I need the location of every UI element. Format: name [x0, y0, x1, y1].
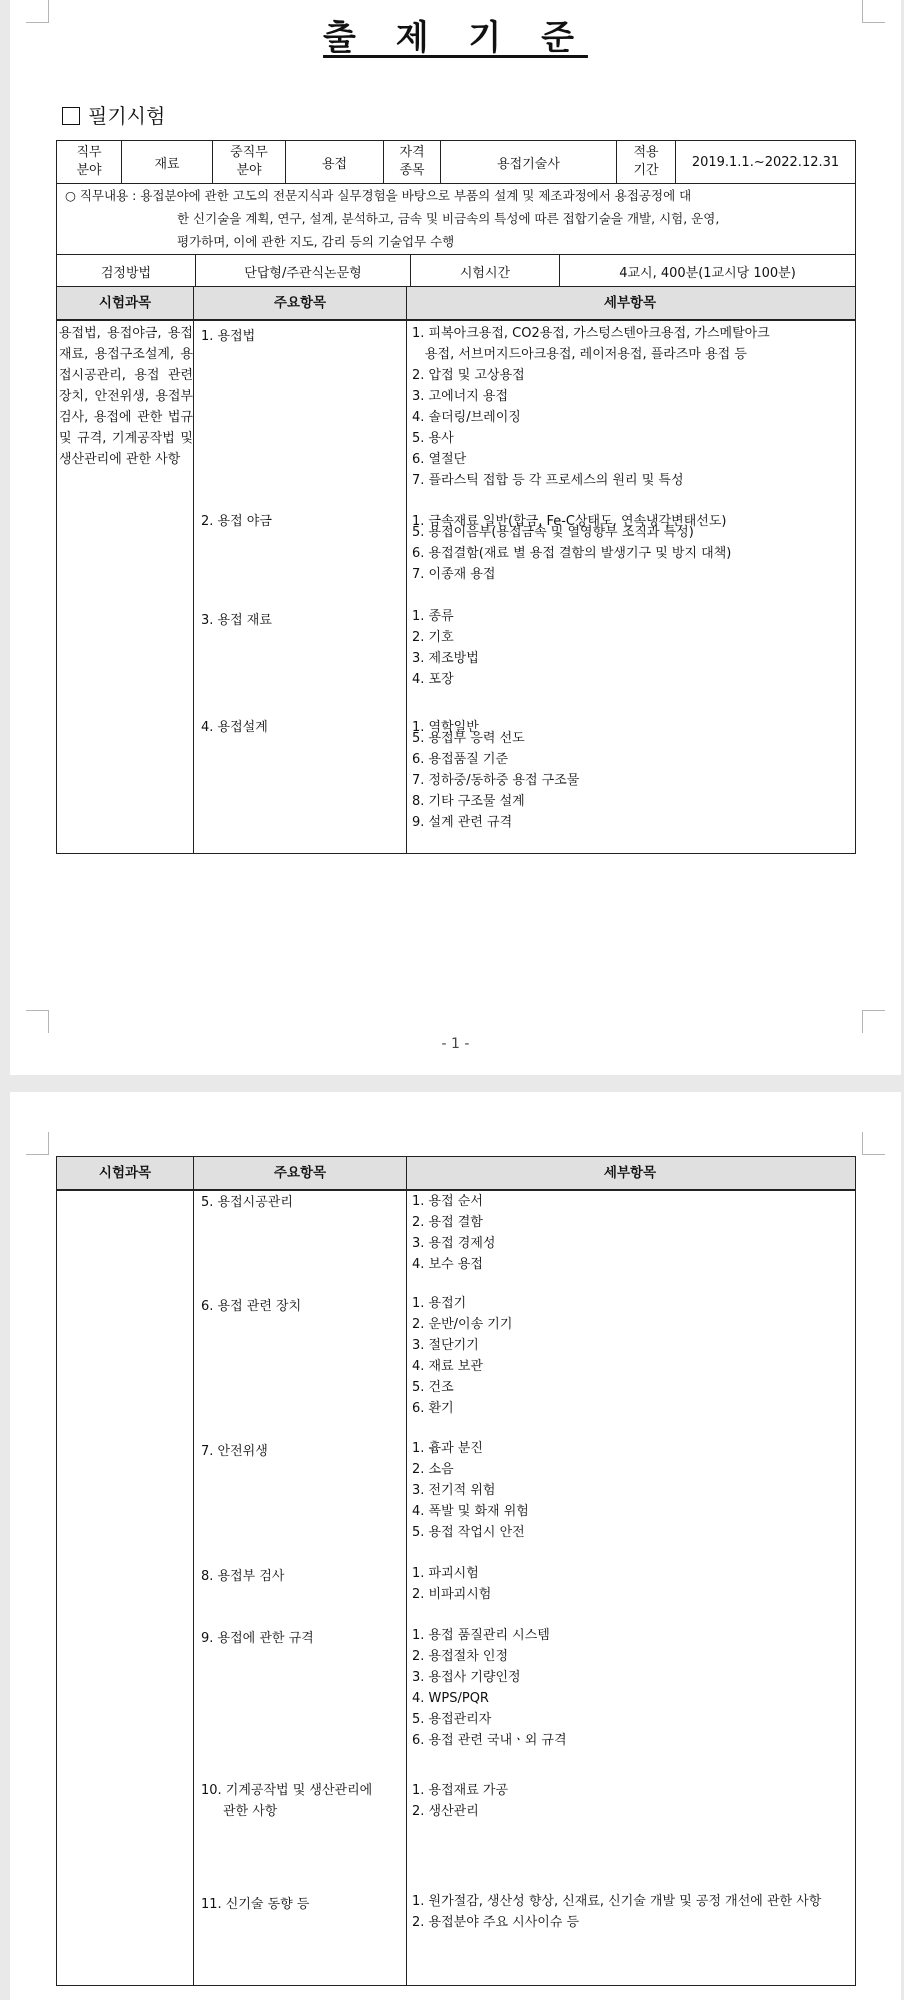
detail-item: 7. 이종재 용접 — [412, 567, 496, 582]
main-item — [201, 1780, 372, 1822]
column-divider — [193, 1157, 194, 1985]
duty-line: 평가하며, 이에 관한 지도, 감리 등의 기술업무 수행 — [177, 234, 455, 249]
detail-item-text: 1. 금속재료 일반(합금, Fe-C상태도, 연속냉각변태선도) — [412, 514, 727, 529]
duty-description — [56, 183, 856, 254]
main-item-text: 2. 용접 야금 — [201, 514, 272, 529]
period-label: 적용 기간 — [617, 141, 676, 184]
detail-item: 3. 용접사 기량인정 — [412, 1670, 521, 1685]
header-subject: 시험과목 — [98, 1165, 152, 1181]
table-header — [57, 1157, 855, 1191]
detail-item: 1. 원가절감, 생산성 향상, 신재료, 신기술 개발 및 공정 개선에 관한 사항 — [412, 1894, 822, 1909]
detail-item: 2. 용접분야 주요 시사이슈 등 — [412, 1915, 580, 1930]
duty-line: 한 신기술을 계획, 연구, 설계, 분석하고, 금속 및 비금속의 특성에 따른 접합기술을 개발, 시험, 운영, — [177, 211, 720, 226]
detail-item: 용접, 서브머지드아크용접, 레이저용접, 플라즈마 용접 등 — [425, 347, 747, 362]
detail-item: 6. 열절단 — [412, 452, 467, 467]
detail-item: 4. 보수 용접 — [412, 1257, 483, 1272]
header-main: 주요항목 — [273, 1165, 327, 1181]
info-table — [56, 140, 856, 184]
detail-item: 1. 파괴시험 — [412, 1566, 479, 1581]
document-page-2 — [10, 1092, 901, 2000]
detail-item: 2. 기호 — [412, 630, 454, 645]
field-label: 직무 분야 — [57, 141, 122, 184]
detail-item: 4. 재료 보관 — [412, 1359, 483, 1374]
detail-item: 5. 용접관리자 — [412, 1712, 492, 1727]
crop-mark — [862, 1132, 885, 1155]
detail-item: 1. 흄과 분진 — [412, 1441, 483, 1456]
detail-item: 5. 용사 — [412, 431, 454, 446]
detail-item: 1. 용접 순서 — [412, 1194, 483, 1209]
detail-item: 5. 용접부 응력 선도 — [412, 731, 525, 746]
main-item: 5. 용접시공관리 — [201, 1195, 293, 1210]
column-divider — [193, 287, 194, 853]
detail-list — [412, 728, 852, 833]
detail-item: 4. 폭발 및 화재 위험 — [412, 1504, 529, 1519]
detail-item: 6. 용접 관련 국내ㆍ외 규격 — [412, 1733, 567, 1748]
detail-item: 2. 소음 — [412, 1462, 454, 1477]
detail-item: 1. 용접기 — [412, 1296, 467, 1311]
duty-line: ○ 직무내용 : 용접분야에 관한 고도의 전문지식과 실무경험을 바탕으로 부품의 설계 및 제조과정에서 용접공정에 대 — [65, 188, 692, 203]
method-value: 단답형/주관식논문형 — [196, 255, 411, 289]
main-item-text: 4. 용접설계 — [201, 720, 268, 735]
detail-item: 5. 용접 작업시 안전 — [412, 1525, 525, 1540]
criteria-table — [56, 286, 856, 854]
main-item-partial — [201, 511, 272, 529]
main-item: 9. 용접에 관한 규격 — [201, 1631, 314, 1646]
cert-value: 용접기술사 — [441, 141, 617, 184]
detail-list — [412, 606, 852, 690]
main-item-line: 10. 기계공작법 및 생산관리에 — [201, 1783, 373, 1798]
detail-item: 8. 기타 구조물 설계 — [412, 794, 525, 809]
main-item: 1. 용접법 — [201, 329, 256, 344]
detail-item: 5. 용접이음부(용접금속 및 열영향부 조직과 특성) — [412, 525, 694, 540]
checkbox-icon — [62, 107, 80, 125]
detail-item: 1. 종류 — [412, 609, 454, 624]
table-header — [57, 287, 855, 321]
detail-item: 3. 고에너지 용접 — [412, 389, 509, 404]
detail-list — [412, 1625, 852, 1751]
detail-item: 6. 환기 — [412, 1401, 454, 1416]
main-item: 11. 신기술 동향 등 — [201, 1897, 310, 1912]
main-item-line: 관한 사항 — [223, 1804, 278, 1819]
detail-item-text: 1. 역학일반 — [412, 720, 479, 735]
header-main: 주요항목 — [273, 295, 327, 311]
column-divider — [406, 287, 407, 853]
column-divider — [406, 1157, 407, 1985]
header-detail: 세부항목 — [603, 295, 657, 311]
detail-item: 4. WPS/PQR — [412, 1691, 489, 1706]
crop-mark — [26, 1010, 49, 1033]
detail-item: 2. 압접 및 고상용접 — [412, 368, 525, 383]
middle-field-value: 용접 — [286, 141, 384, 184]
detail-item: 1. 피복아크용접, CO2용접, 가스텅스텐아크용접, 가스메탈아크 — [412, 326, 770, 341]
detail-list — [412, 1191, 852, 1275]
detail-list — [412, 1563, 852, 1605]
detail-item: 6. 용접품질 기준 — [412, 752, 509, 767]
header-subject: 시험과목 — [98, 295, 152, 311]
detail-item: 9. 설계 관련 규격 — [412, 815, 513, 830]
detail-item: 2. 용접 결함 — [412, 1215, 483, 1230]
main-item-partial — [201, 717, 268, 735]
detail-item: 2. 생산관리 — [412, 1804, 479, 1819]
criteria-table-continued — [56, 1156, 856, 1986]
detail-item: 7. 정하중/동하중 용접 구조물 — [412, 773, 580, 788]
main-item: 3. 용접 재료 — [201, 613, 272, 628]
detail-item-partial — [412, 511, 852, 529]
document-page-1 — [10, 0, 901, 1075]
detail-item: 5. 건조 — [412, 1380, 454, 1395]
detail-item: 3. 전기적 위험 — [412, 1483, 496, 1498]
detail-item: 3. 절단기기 — [412, 1338, 479, 1353]
detail-item: 3. 용접 경제성 — [412, 1236, 496, 1251]
detail-item: 1. 용접 품질관리 시스템 — [412, 1628, 550, 1643]
detail-item: 4. 포장 — [412, 672, 454, 687]
detail-list — [412, 1780, 852, 1822]
detail-list — [412, 1438, 852, 1543]
detail-list — [412, 323, 852, 491]
period-value: 2019.1.1.~2022.12.31 — [676, 141, 856, 184]
detail-list — [412, 1891, 852, 1933]
document-title: 출 제 기 준 — [323, 18, 588, 58]
time-label: 시험시간 — [411, 255, 560, 289]
section-title: 필기시험 — [62, 100, 165, 129]
detail-item-partial — [412, 717, 852, 735]
crop-mark — [26, 1132, 49, 1155]
header-detail: 세부항목 — [603, 1165, 657, 1181]
method-label: 검정방법 — [57, 255, 196, 289]
detail-item: 2. 운반/이송 기기 — [412, 1317, 513, 1332]
subjects-cell: 용접법, 용접야금, 용접재료, 용접구조설계, 용접시공관리, 용접 관련 장치, 안전위생, 용접부검사, 용접에 관한 법규 및 규격, 기계공작법 및 생산관리에 관한 사항 — [59, 326, 193, 467]
page-number: - 1 - — [441, 1036, 470, 1052]
time-value: 4교시, 400분(1교시당 100분) — [560, 255, 856, 289]
detail-item: 6. 용접결함(재료 별 용접 결함의 발생기구 및 방지 대책) — [412, 546, 732, 561]
detail-list — [412, 522, 852, 585]
middle-field-label: 중직무 분야 — [213, 141, 286, 184]
crop-mark — [862, 1010, 885, 1033]
detail-list — [412, 1293, 852, 1419]
field-value: 재료 — [122, 141, 213, 184]
main-item: 6. 용접 관련 장치 — [201, 1299, 302, 1314]
detail-item: 7. 플라스틱 접합 등 각 프로세스의 원리 및 특성 — [412, 473, 684, 488]
detail-item: 3. 제조방법 — [412, 651, 479, 666]
detail-item: 4. 솔더링/브레이징 — [412, 410, 521, 425]
detail-item: 2. 비파괴시험 — [412, 1587, 492, 1602]
method-table — [56, 254, 856, 289]
main-item: 7. 안전위생 — [201, 1444, 268, 1459]
cert-label: 자격 종목 — [384, 141, 441, 184]
detail-item: 2. 용접절차 인정 — [412, 1649, 509, 1664]
detail-item: 1. 용접재료 가공 — [412, 1783, 509, 1798]
main-item: 8. 용접부 검사 — [201, 1569, 285, 1584]
